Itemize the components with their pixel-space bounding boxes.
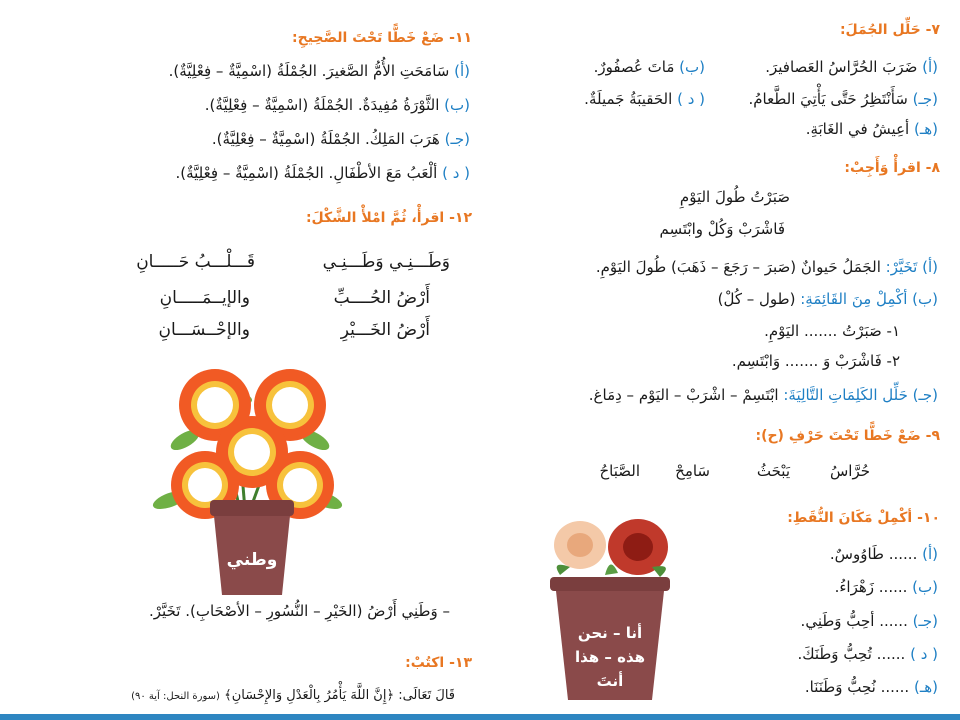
s7-item-d [584, 90, 705, 108]
s8-part-a [596, 258, 938, 276]
s11-item-a-text: سَامَحَتِ الأُمُّ الصَّغيرَ. الجُمْلَةُ (اسْمِيَّةٌ – فِعْلِيَّةٌ). [168, 62, 450, 80]
flower-pot-illustration [140, 360, 350, 600]
bottom-color-bar [0, 714, 960, 720]
s7-item-b-text: مَاتَ عُصفُورٌ. [593, 58, 675, 76]
s11-item-d-text: ألْعَبُ مَعَ الأطْفَالِ. الجُمْلَةُ (اسْمِيَّةٌ – فِعْلِيَّةٌ). [175, 164, 438, 182]
s7-item-d-label: ( د ) [677, 90, 705, 108]
section-13-title: ١٣- اكتُبْ: [405, 655, 472, 671]
s11-item-a-label: (أ) [454, 62, 470, 80]
s10-item-d [797, 645, 938, 663]
s8-part-b-text: (طول – كُلْ) [717, 290, 796, 308]
s12-row-3-left: والإحْــسَـــانِ [158, 320, 250, 340]
s9-word-3: سَامِحْ [675, 462, 710, 480]
s11-item-b-text: الثَّوْرَةُ مُفِيدَةٌ. الجُمْلَةُ (اسْمِيَّةٌ – فِعْلِيَّةٌ). [204, 96, 440, 114]
s11-item-b [205, 96, 470, 114]
s8-part-a-text: الجَمَلُ حَيوانٌ (صَبرَ – رَجَعَ – ذَهَبَ) طُولَ اليَوْمِ. [595, 258, 881, 276]
s7-item-c [748, 90, 938, 108]
leaf-2 [652, 566, 666, 577]
s11-item-d-label: ( د ) [442, 164, 470, 182]
s12-row-1-right: وَطَـــنِـي وَطَـــنِـي [322, 252, 450, 272]
s10-item-c [801, 612, 938, 630]
section-10-title: ١٠- أكْمِلْ مَكَانَ النُّقَطِ: [787, 510, 940, 526]
quran-verse-line [131, 688, 455, 703]
red-rose-center [623, 533, 653, 561]
flower-pot-word: وطني [226, 550, 278, 570]
s9-word-4: الصَّبَاحُ [599, 462, 640, 480]
s10-item-b-label: (ب) [912, 578, 938, 596]
s11-item-c [212, 130, 470, 148]
s8-part-b [718, 290, 938, 308]
poem-line-1: صَبَرْتُ طُولَ اليَوْمِ [679, 188, 790, 206]
section-8-title: ٨- اقرأْ وَأَجِبْ: [844, 160, 940, 176]
s12-row-2-right: أَرْضُ الحُــــبِّ [333, 288, 430, 308]
s11-item-a [169, 62, 470, 80]
s12-row-1-left: قَـــلْـــبُ حَـــــانِ [136, 252, 255, 272]
section-9-title: ٩- ضَعْ خَطًّا تَحْتَ حَرْفِ (ح): [755, 428, 940, 444]
s7-item-b [594, 58, 705, 76]
pot-word-line-2: هذه – هذا [574, 648, 646, 666]
s11-item-b-label: (ب) [444, 96, 470, 114]
pot-word-line-3: أنتَ [596, 672, 624, 690]
rose-pot-rim [550, 577, 670, 591]
s7-item-a [765, 58, 938, 76]
verse-reference: (سورة النحل: آية ٩٠) [131, 691, 220, 702]
s7-item-e-label: (هـ) [913, 120, 938, 138]
s11-item-c-label: (جـ) [444, 130, 470, 148]
leaf-1 [557, 565, 570, 575]
s8-part-c-label: (جـ) حَلِّل الكَلِمَاتِ التَّالِيَةَ: [783, 386, 938, 404]
s7-item-a-label: (أ) [922, 58, 938, 76]
s7-item-e-text: أعِيشُ في الغَابَةِ. [805, 120, 910, 138]
s12-row-3-right: أَرْضُ الخَـــيْرِ [340, 320, 430, 340]
s8-part-b-label: (ب) أكْمِلْ مِنَ القَائِمَةِ: [800, 290, 938, 308]
quran-verse: قَالَ تَعَالَى: ﴿إِنَّ اللَّهَ يَأْمُرُ بِالْعَدْلِ وَالإِحْسَانِ﴾ [224, 688, 455, 703]
section-11-title: ١١- ضَعْ خَطًّا تَحْتَ الصَّحِيحِ: [292, 30, 472, 46]
s10-item-a [830, 545, 938, 563]
s8-part-c [589, 386, 938, 404]
s8-part-a-label: (أ) تَخَيَّرْ: [885, 258, 938, 276]
section-7-title: ٧- حَلِّل الجُمَلَ: [839, 22, 940, 38]
s8-part-c-text: ابْتَسِمْ – اشْرَبْ – اليَوْم – دِمَاغ. [588, 386, 779, 404]
flower-pot-rim [210, 500, 294, 516]
s12-row-2-left: والإيــمَـــــانِ [159, 288, 250, 308]
s8-b-line-2: ٢- فَاشْرَبْ وَ ....... وَابْتَسِم. [731, 352, 900, 370]
s7-item-a-text: ضَرَبَ الحُرَّاسُ العَصافيرَ. [765, 58, 918, 76]
s8-b-line-1: ١- صَبَرْتُ ....... اليَوْمِ. [764, 322, 900, 340]
s10-item-d-label: ( د ) [910, 645, 938, 663]
s10-item-c-text: ...... أحِبُّ وَطَنِي. [800, 612, 908, 630]
s10-item-b-text: ...... زَهْرَاءُ. [834, 578, 908, 596]
s10-item-e-label: (هـ) [913, 678, 938, 696]
s10-item-a-text: ...... طَاوُوسٌ. [829, 545, 918, 563]
s10-item-c-label: (جـ) [912, 612, 938, 630]
s7-item-e [806, 120, 938, 138]
s9-word-2: يَبْحَثُ [756, 462, 790, 480]
s12-answer-line: – وَطَنِي أَرْضُ (الخَيْرِ – النُّسُورِ – الأصْحَابِ). تَخَيَّرْ. [149, 602, 450, 620]
s10-item-a-label: (أ) [922, 545, 938, 563]
s10-item-b [835, 578, 938, 596]
poem-line-2: فَاشْرَبْ وَكُلْ وابْتَسِم [659, 220, 785, 238]
s10-item-d-text: ...... تُحِبُّ وَطَنَكَ. [797, 645, 906, 663]
s7-item-c-text: سَأَنْتَظِرُ حَتَّى يَأْتِيَ الطَّعامُ. [748, 90, 908, 108]
s7-item-d-text: الحَقيبَةُ جَميلَةٌ. [584, 90, 673, 108]
s9-word-1: حُرَّاسُ [829, 462, 870, 480]
s10-item-e [805, 678, 938, 696]
s7-item-b-label: (ب) [679, 58, 705, 76]
s10-item-e-text: ...... نُحِبُّ وَطَنَنَا. [804, 678, 910, 696]
pot-word-line-1: أنا – نحن [577, 624, 643, 642]
s11-item-d [175, 164, 470, 182]
rose-pot-illustration [540, 505, 680, 705]
s11-item-c-text: هَرَبَ المَلِكُ. الجُمْلَةُ (اسْمِيَّةٌ – فِعْلِيَّةٌ). [211, 130, 440, 148]
s7-item-c-label: (جـ) [912, 90, 938, 108]
section-12-title: ١٢- اقرأْ، ثُمَّ امْلأْ الشَّكْلَ: [305, 210, 472, 226]
light-rose-center [567, 533, 593, 557]
